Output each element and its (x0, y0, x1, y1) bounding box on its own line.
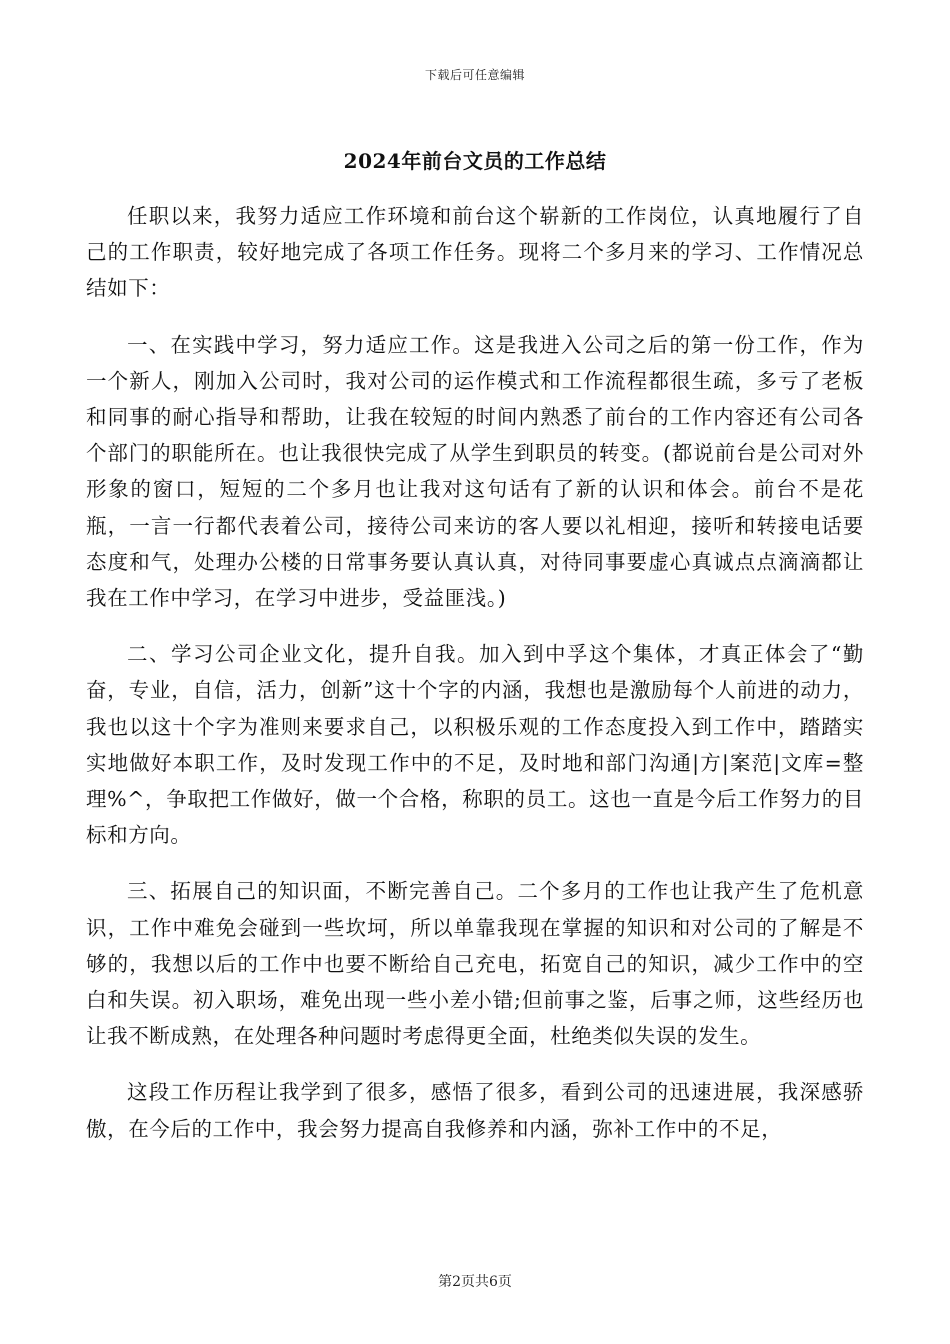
paragraph-intro: 任职以来，我努力适应工作环境和前台这个崭新的工作岗位，认真地履行了自己的工作职责，较好地完成了各项工作任务。现将二个多月来的学习、工作情况总结如下： (86, 204, 864, 301)
paragraph-closing: 这段工作历程让我学到了很多，感悟了很多，看到公司的迅速进展，我深感骄傲，在今后的工作中，我会努力提高自我修养和内涵，弥补工作中的不足， (86, 1080, 864, 1141)
document-title: 2024年前台文员的工作总结 (343, 149, 607, 173)
paragraph-section-3: 三、拓展自己的知识面，不断完善自己。二个多月的工作也让我产生了危机意识，工作中难免会碰到一些坎坷，所以单靠我现在掌握的知识和对公司的了解是不够的，我想以后的工作中也要不断给自己充电，拓宽自己的知识，减少工作中的空白和失误。初入职场，难免出现一些小差小错;但前事之鉴，后事之师，这些经历也让我不断成熟，在处理各种问题时考虑得更全面，杜绝类似失误的发生。 (86, 879, 864, 1049)
page-indicator: 第2页共6页 (438, 1274, 512, 1290)
header-note: 下载后可任意编辑 (424, 68, 525, 82)
paragraph-section-2: 二、学习公司企业文化，提升自我。加入到中孚这个集体，才真正体会了“勤奋，专业，自信，活力，创新”这十个字的内涵，我想也是激励每个人前进的动力，我也以这十个字为准则来要求自己，以积极乐观的工作态度投入到工作中，踏踏实实地做好本职工作，及时发现工作中的不足，及时地和部门沟通|方|案范|文库=整理%^，争取把工作做好，做一个合格，称职的员工。这也一直是今后工作努力的目标和方向。 (86, 642, 864, 848)
document-body (86, 198, 864, 1167)
paragraph-section-1: 一、在实践中学习，努力适应工作。这是我进入公司之后的第一份工作，作为一个新人，刚加入公司时，我对公司的运作模式和工作流程都很生疏，多亏了老板和同事的耐心指导和帮助，让我在较短的时间内熟悉了前台的工作内容还有公司各个部门的职能所在。也让我很快完成了从学生到职员的转变。(都说前台是公司对外形象的窗口，短短的二个多月也让我对这句话有了新的认识和体会。前台不是花瓶，一言一行都代表着公司，接待公司来访的客人要以礼相迎，接听和转接电话要态度和气，处理办公楼的日常事务要认真认真，对待同事要虚心真诚点点滴滴都让我在工作中学习，在学习中进步，受益匪浅。) (86, 332, 864, 611)
